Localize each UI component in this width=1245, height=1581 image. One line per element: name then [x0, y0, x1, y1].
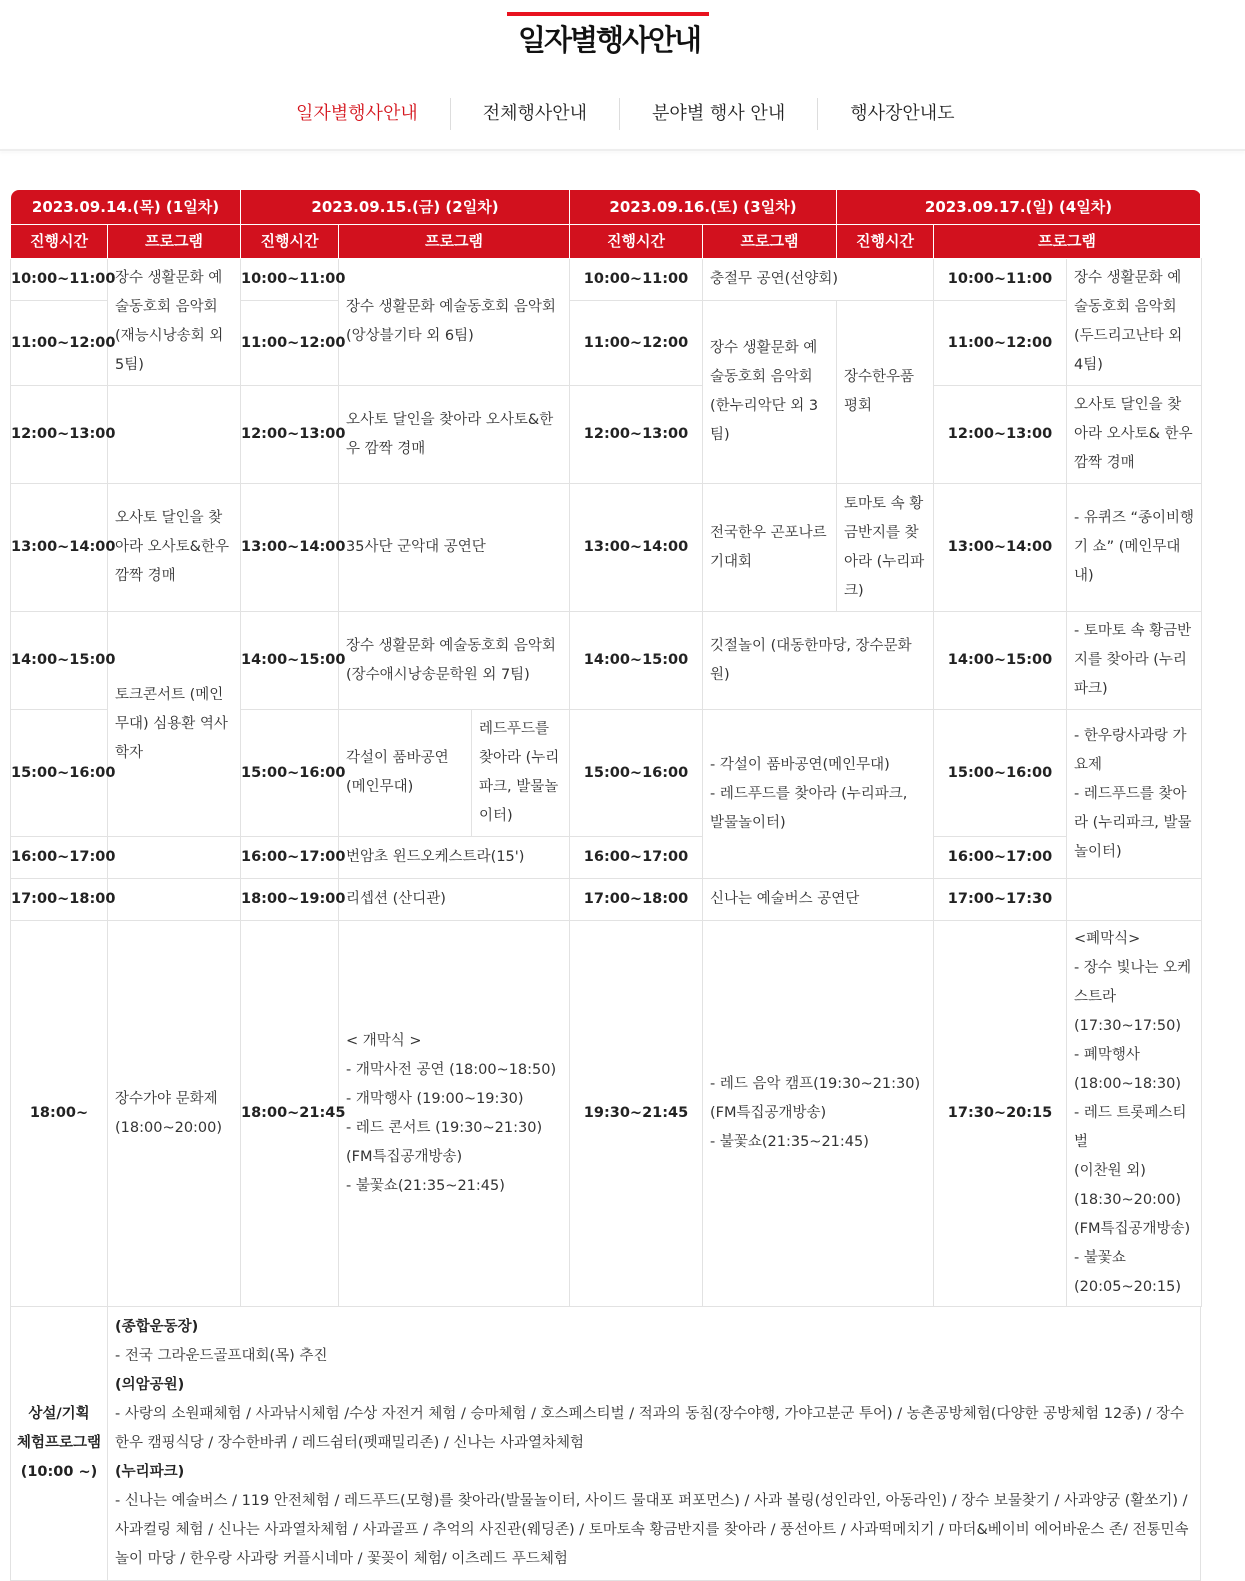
program-line: - 레드푸드를 찾아라 (누리파크, 발물놀이터): [1074, 785, 1192, 860]
program-cell: 장수한우품평회: [837, 301, 934, 484]
program-line: - 개막행사 (19:00~19:30): [346, 1090, 524, 1107]
time-cell: 15:00~16:00: [934, 710, 1067, 837]
program-cell: [108, 879, 241, 921]
section-text: - 신나는 예술버스 / 119 안전체험 / 레드푸드(모형)를 찾아라(발물놀이터, 사이드 물대포 퍼포먼스) / 사과 볼링(성인라인, 아동라인) / 장수 보물찾기 / 사과양궁 (활쏘기) / 사과컬링 체험 / 신나는 사과열차체험 / 사과골프 / 추억의 사진관(웨딩존) / 토마토속 황금반지를 찾아라 / 풍선아트 / 사과떡메치기 / 마더&베이비 에어바운스 존/ 전통민속놀이 마당 / 한우랑 사과랑 커플시네마 / 꽃꽂이 체험/ 이츠레드 푸드체험: [115, 1493, 1189, 1567]
program-cell: - 유퀴즈 “종이비행기 쇼” (메인무대 내): [1067, 484, 1202, 612]
time-cell: 10:00~11:00: [11, 259, 108, 301]
time-cell: 18:00~21:45: [241, 921, 339, 1307]
table-row: [11, 386, 1202, 484]
time-cell: 10:00~11:00: [934, 259, 1067, 301]
program-cell: 충절무 공연(선양회): [703, 259, 934, 301]
col-time: 진행시간: [570, 225, 703, 259]
tab-venue-map[interactable]: 행사장안내도: [850, 103, 955, 124]
table-row: [11, 612, 1202, 710]
program-line: (18:00~18:30): [1074, 1076, 1182, 1092]
time-cell: 15:00~16:00: [241, 710, 339, 837]
section-heading: (누리파크): [115, 1464, 185, 1480]
program-cell: [1067, 921, 1202, 1307]
program-line: (FM특집공개방송): [346, 1148, 463, 1165]
time-cell: 17:30~20:15: [934, 921, 1067, 1307]
extra-label-line: 상설/기획: [28, 1406, 90, 1422]
time-cell: 12:00~13:00: [241, 386, 339, 484]
program-line: - 한우랑사과랑 가요제: [1074, 727, 1187, 773]
table-row: [11, 259, 1202, 301]
time-cell: 16:00~17:00: [570, 837, 703, 879]
program-line: - 레드 음악 캠프(19:30~21:30): [710, 1076, 921, 1092]
program-cell: - 토마토 속 황금반지를 찾아라 (누리파크): [1067, 612, 1202, 710]
program-line: (FM특집공개방송): [710, 1105, 827, 1121]
program-cell: 번암초 윈드오케스트라(15'): [339, 837, 570, 879]
program-line: - 레드 트롯페스티벌: [1074, 1105, 1187, 1150]
program-cell: 장수 생활문화 예술동호회 음악회 (두드리고난타 외 4팀): [1067, 259, 1202, 386]
program-cell: 신나는 예술버스 공연단: [703, 879, 934, 921]
time-cell: 12:00~13:00: [934, 386, 1067, 484]
program-cell: 장수 생활문화 예술동호회 음악회 (재능시낭송회 외 5팀): [108, 259, 241, 386]
col-program: 프로그램: [703, 225, 837, 259]
section-text: - 사랑의 소원패체험 / 사과낚시체험 /수상 자전거 체험 / 승마체험 / 호스페스티벌 / 적과의 동침(장수야행, 가야고분군 투어) / 농촌공방체험(다양한 공방체험 12종) / 장수한우 캠핑식당 / 장수한바퀴 / 레드쉼터(펫패밀리존) / 신나는 사과열차체험: [115, 1406, 1184, 1451]
day3-header: 2023.09.16.(토) (3일차): [570, 190, 837, 225]
time-cell: 17:00~18:00: [570, 879, 703, 921]
time-cell: 16:00~17:00: [241, 837, 339, 879]
time-cell: 18:00~19:00: [241, 879, 339, 921]
col-program: 프로그램: [108, 225, 241, 259]
program-line: - 폐막행사: [1074, 1047, 1140, 1063]
tab-all-events[interactable]: 전체행사안내: [451, 98, 620, 130]
program-cell: [1067, 710, 1202, 879]
column-header-row: [11, 225, 1202, 259]
program-cell: 오사토 달인을 찾아라 오사토& 한우 깜짝 경매: [1067, 386, 1202, 484]
section-heading: (의암공원): [115, 1377, 185, 1393]
time-cell: 11:00~12:00: [570, 301, 703, 386]
program-line: - 불꽃쇼(21:35~21:45): [710, 1134, 869, 1150]
program-cell: [108, 386, 241, 484]
tab-daily-events[interactable]: 일자별행사안내: [264, 98, 451, 130]
time-cell: 10:00~11:00: [241, 259, 339, 301]
extra-label-cell: [11, 1307, 108, 1581]
time-cell: 13:00~14:00: [934, 484, 1067, 612]
program-cell: 각설이 품바공연 (메인무대): [339, 710, 472, 837]
section-text: - 전국 그라운드골프대회(목) 추진: [115, 1348, 328, 1364]
program-cell: 장수 생활문화 예술동호회 음악회 (장수애시낭송문학원 외 7팀): [339, 612, 570, 710]
program-line: - 각설이 품바공연(메인무대): [710, 756, 890, 773]
col-time: 진행시간: [11, 225, 108, 259]
day-header-row: [11, 190, 1202, 225]
day4-header: 2023.09.17.(일) (4일차): [837, 190, 1201, 225]
section-heading: (종합운동장): [115, 1319, 199, 1335]
title-accent-bar: [507, 12, 709, 16]
time-cell: 11:00~12:00: [934, 301, 1067, 386]
program-line: (FM특집공개방송): [1074, 1221, 1191, 1237]
program-cell: 장수 생활문화 예술동호회 음악회 (한누리악단 외 3팀): [703, 301, 837, 484]
program-line: (20:05~20:15): [1074, 1279, 1182, 1295]
col-time: 진행시간: [241, 225, 339, 259]
time-cell: 14:00~15:00: [11, 612, 108, 710]
program-cell: 전국한우 곤포나르기대회: [703, 484, 837, 612]
time-cell: 11:00~12:00: [241, 301, 339, 386]
time-cell: 14:00~15:00: [241, 612, 339, 710]
time-cell: 11:00~12:00: [11, 301, 108, 386]
time-cell: 16:00~17:00: [934, 837, 1067, 879]
col-program: 프로그램: [339, 225, 570, 259]
time-cell: 14:00~15:00: [934, 612, 1067, 710]
tab-divider: [0, 149, 1245, 151]
time-cell: 18:00~: [11, 921, 108, 1307]
table-row: [11, 921, 1202, 1307]
program-line: - 개막사전 공연 (18:00~18:50): [346, 1061, 557, 1078]
program-line: < 개막식 >: [346, 1032, 422, 1049]
program-cell: 35사단 군악대 공연단: [339, 484, 570, 612]
tab-events-by-field[interactable]: 분야별 행사 안내: [620, 98, 818, 130]
time-cell: 19:30~21:45: [570, 921, 703, 1307]
time-cell: 17:00~17:30: [934, 879, 1067, 921]
program-cell: 오사토 달인을 찾아라 오사토&한우 깜짝 경매: [339, 386, 570, 484]
program-cell: [339, 921, 570, 1307]
day2-header: 2023.09.15.(금) (2일차): [241, 190, 570, 225]
table-row: [11, 837, 1202, 879]
time-cell: 15:00~16:00: [11, 710, 108, 837]
table-row: [11, 1307, 1202, 1581]
time-cell: 17:00~18:00: [11, 879, 108, 921]
time-cell: 13:00~14:00: [570, 484, 703, 612]
program-cell: [703, 710, 934, 879]
time-cell: 13:00~14:00: [241, 484, 339, 612]
program-cell: 오사토 달인을 찾아라 오사토&한우 깜짝 경매: [108, 484, 241, 612]
program-cell: 레드푸드를 찾아라 (누리파크, 발물놀이터): [472, 710, 570, 837]
col-time: 진행시간: [837, 225, 934, 259]
program-cell: [108, 837, 241, 879]
program-line: (17:30~17:50): [1074, 1018, 1182, 1034]
program-line: - 장수 빛나는 오케스트라: [1074, 960, 1192, 1005]
time-cell: 16:00~17:00: [11, 837, 108, 879]
program-cell: 토크콘서트 (메인무대) 심용환 역사학자: [108, 612, 241, 837]
time-cell: 12:00~13:00: [570, 386, 703, 484]
program-cell: [1067, 879, 1202, 921]
program-cell: 깃절놀이 (대동한마당, 장수문화원): [703, 612, 934, 710]
program-line: - 불꽃쇼: [1074, 1250, 1126, 1266]
extra-program-cell: [108, 1307, 1201, 1581]
time-cell: 12:00~13:00: [11, 386, 108, 484]
program-line: (이찬원 외): [1074, 1163, 1146, 1179]
col-program: 프로그램: [934, 225, 1201, 259]
program-cell: 토마토 속 황금반지를 찾아라 (누리파크): [837, 484, 934, 612]
program-line: - 불꽃쇼(21:35~21:45): [346, 1177, 505, 1194]
time-cell: 13:00~14:00: [11, 484, 108, 612]
page-title: 일자별행사안내: [517, 23, 701, 57]
schedule-table: [10, 189, 1202, 1581]
table-row: [11, 484, 1202, 612]
program-line: - 레드 콘서트 (19:30~21:30): [346, 1119, 543, 1136]
program-line: <폐막식>: [1074, 931, 1141, 947]
extra-label-line: 체험프로그램: [16, 1435, 102, 1451]
program-cell: 장수가야 문화제 (18:00~20:00): [108, 921, 241, 1307]
program-cell: [703, 921, 934, 1307]
day1-header: 2023.09.14.(목) (1일차): [11, 190, 241, 225]
time-cell: 15:00~16:00: [570, 710, 703, 837]
program-line: - 레드푸드를 찾아라 (누리파크, 발물놀이터): [710, 785, 908, 831]
time-cell: 10:00~11:00: [570, 259, 703, 301]
time-cell: 14:00~15:00: [570, 612, 703, 710]
tab-bar: [264, 96, 987, 132]
program-line: (18:30~20:00): [1074, 1192, 1182, 1208]
program-cell: 장수 생활문화 예술동호회 음악회 (앙상블기타 외 6팀): [339, 259, 570, 386]
table-row: [11, 879, 1202, 921]
extra-label-line: (10:00 ~): [20, 1464, 98, 1480]
program-cell: 리셉션 (산디관): [339, 879, 570, 921]
